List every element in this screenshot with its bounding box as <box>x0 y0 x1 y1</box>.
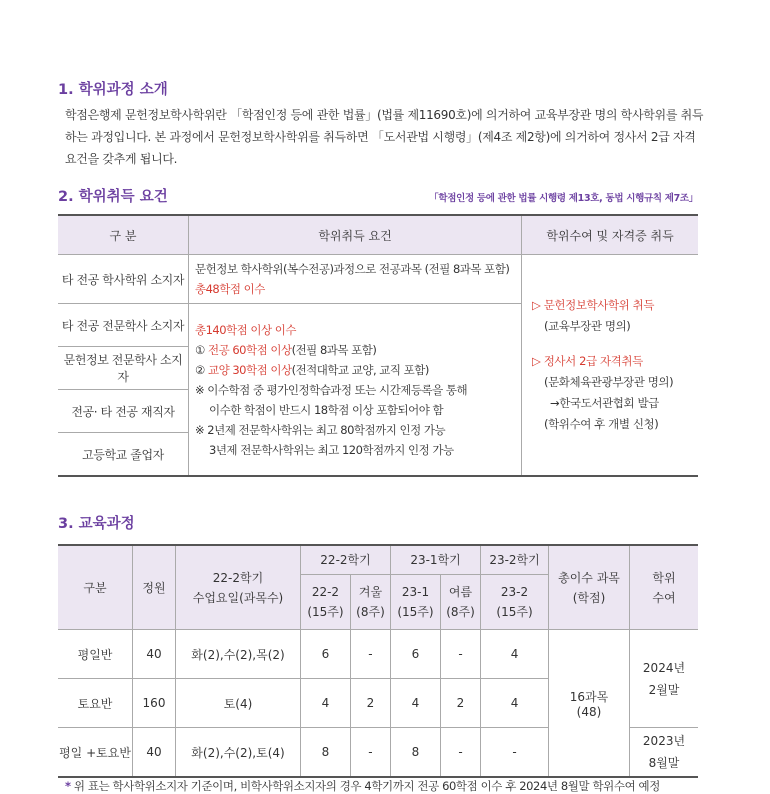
section-title-curriculum: 3. 교육과정 <box>58 516 135 532</box>
row-c4: - <box>440 728 480 778</box>
header-term-23-1: 23-1학기 <box>391 545 481 575</box>
degree-date-b-line1: 2023년 <box>642 734 686 748</box>
total-courses <box>549 630 630 778</box>
award-license: ▷ 정사서 2급 자격취득 <box>532 354 643 368</box>
header-division: 구분 <box>58 545 133 630</box>
award-degree-sub: (교육부장관 명의) <box>544 319 631 333</box>
row-c1: 6 <box>301 630 351 679</box>
header-days-line1: 22-2학기 <box>212 570 264 585</box>
header-degree <box>630 545 699 630</box>
row-c2: 2 <box>350 679 390 728</box>
award-degree: ▷ 문헌정보학사학위 취득 <box>532 298 655 312</box>
row-capacity: 40 <box>133 728 176 778</box>
curriculum-header-row <box>58 545 698 575</box>
category-highschool: 고등학교 졸업자 <box>58 433 189 477</box>
category-associate-other: 타 전공 전문학사 소지자 <box>58 304 189 347</box>
req-b-total: 총140학점 이상 이수 <box>195 322 297 337</box>
row-c2: - <box>350 728 390 778</box>
subheader-winter-b: (8주) <box>356 605 385 619</box>
subheader-22-2-b: (15주) <box>307 605 344 619</box>
subheader-23-1-b: (15주) <box>397 605 434 619</box>
row-c5: 4 <box>481 630 549 679</box>
header-requirements: 학위취득 요건 <box>189 215 522 255</box>
intro-paragraph: 학점은행제 문헌정보학사학위란 「학점인정 등에 관한 법률」(법률 제11690호)에 의거하여 교육부장관 명의 학사학위를 취득하는 과정입니다. 본 과정에서 문헌정보학사학위를 취득하면 「도서관법 시행령」(제4조 제2항)에 의거하여 정사서 2급 자격 요건을 갖추게 됩니다. <box>65 108 704 166</box>
req-b-note1a: ※ 이수학점 중 평가인정학습과정 또는 시간제등록을 통해 <box>195 382 468 397</box>
curriculum-footnote <box>65 778 660 794</box>
subheader-22-2-a: 22-2 <box>311 585 340 599</box>
table-row <box>58 630 698 679</box>
req-b-item1 <box>195 340 515 360</box>
category-associate-lis: 문헌정보 전문학사 소지자 <box>58 347 189 390</box>
header-term-23-2: 23-2학기 <box>481 545 549 575</box>
degree-date-b-line2: 8월말 <box>648 756 680 770</box>
req-b-item2-prefix: ② <box>195 362 208 377</box>
award-license-sub3: (학위수여 후 개별 신청) <box>544 417 659 431</box>
row-name: 평일반 <box>58 630 133 679</box>
req-b-item2 <box>195 360 515 380</box>
row-c1: 4 <box>301 679 351 728</box>
row-days: 토(4) <box>176 679 301 728</box>
row-c4: 2 <box>440 679 480 728</box>
law-reference-note: 「학점인정 등에 관한 법률 시행령 제13호, 동법 시행규칙 제7조」 <box>429 193 698 204</box>
subheader-23-2-a: 23-2 <box>500 585 529 599</box>
subheader-summer-a: 여름 <box>448 585 473 599</box>
req-b-note1b: 이수한 학점이 반드시 18학점 이상 포함되어야 함 <box>209 402 444 417</box>
subheader-summer-b: (8주) <box>446 605 475 619</box>
row-c2: - <box>350 630 390 679</box>
header-category: 구 분 <box>58 215 189 255</box>
header-days-line2: 수업요일(과목수) <box>192 590 284 605</box>
degree-date-b <box>630 728 699 778</box>
row-name: 토요반 <box>58 679 133 728</box>
row-c3: 8 <box>391 728 441 778</box>
subheader-23-1-a: 23-1 <box>401 585 430 599</box>
req-b-item1-red: 전공 60학점 이상 <box>207 342 292 357</box>
degree-date-a <box>630 630 699 728</box>
row-days: 화(2),수(2),토(4) <box>176 728 301 778</box>
subheader-23-2 <box>481 575 549 630</box>
req-b-item2-red: 교양 30학점 이상 <box>207 362 292 377</box>
table-row <box>58 255 698 304</box>
req-b-note2a: ※ 2년제 전문학사학위는 최고 80학점까지 인정 가능 <box>195 422 446 437</box>
curriculum-table <box>58 544 698 778</box>
row-c4: - <box>440 630 480 679</box>
header-total-line1: 총이수 과목 <box>558 570 620 585</box>
award-license-sub2: →한국도서관협회 발급 <box>550 396 659 410</box>
row-c1: 8 <box>301 728 351 778</box>
total-courses-line2: (48) <box>576 704 602 719</box>
header-capacity: 정원 <box>133 545 176 630</box>
header-total-line2: (학점) <box>572 590 606 605</box>
row-capacity: 40 <box>133 630 176 679</box>
award-license-sub1: (문화체육관광부장관 명의) <box>544 375 674 389</box>
header-degree-line1: 학위 <box>652 570 676 585</box>
header-award: 학위수여 및 자격증 취득 <box>522 215 699 255</box>
subheader-winter-a: 겨울 <box>358 585 383 599</box>
req-b-item2-suffix: (전적대학교 교양, 교직 포함) <box>291 362 429 377</box>
award-cell <box>522 255 699 477</box>
row-c5: 4 <box>481 679 549 728</box>
header-days <box>176 545 301 630</box>
section-title-intro: 1. 학위과정 소개 <box>58 82 168 98</box>
header-total <box>549 545 630 630</box>
requirements-header-row <box>58 215 698 255</box>
req-a-line2: 총48학점 이수 <box>195 282 265 296</box>
row-c3: 4 <box>391 679 441 728</box>
section-title-requirements: 2. 학위취득 요건 <box>58 189 168 205</box>
category-bachelor-other: 타 전공 학사학위 소지자 <box>58 255 189 304</box>
subheader-22-2 <box>301 575 351 630</box>
req-b-note2b: 3년제 전문학사학위는 최고 120학점까지 인정 가능 <box>209 442 454 457</box>
degree-date-a-line1: 2024년 <box>642 660 686 675</box>
subheader-23-1 <box>391 575 441 630</box>
row-days: 화(2),수(2),목(2) <box>176 630 301 679</box>
footnote-text: 위 표는 학사학위소지자 기준이며, 비학사학위소지자의 경우 4학기까지 전공 60학점 이수 후 2024년 8월말 학위수여 예정 <box>73 779 660 793</box>
row-name: 평일 +토요반 <box>58 728 133 778</box>
subheader-23-2-b: (15주) <box>496 605 533 619</box>
footnote-star: * <box>65 779 71 793</box>
subheader-summer <box>440 575 480 630</box>
requirements-table <box>58 214 698 477</box>
subheader-winter <box>350 575 390 630</box>
row-c5: - <box>481 728 549 778</box>
degree-date-a-line2: 2월말 <box>648 682 680 697</box>
header-degree-line2: 수여 <box>652 590 676 605</box>
req-a-line1: 문헌정보 학사학위(복수전공)과정으로 전공과목 (전필 8과목 포함) <box>195 262 510 276</box>
requirement-bachelor <box>189 255 522 304</box>
requirement-general <box>189 304 522 477</box>
total-courses-line1: 16과목 <box>569 689 609 704</box>
req-b-item1-suffix: (전필 8과목 포함) <box>291 342 377 357</box>
req-b-item1-prefix: ① <box>195 342 208 357</box>
header-term-22-2: 22-2학기 <box>301 545 391 575</box>
category-employed: 전공· 타 전공 재직자 <box>58 390 189 433</box>
row-c3: 6 <box>391 630 441 679</box>
row-capacity: 160 <box>133 679 176 728</box>
